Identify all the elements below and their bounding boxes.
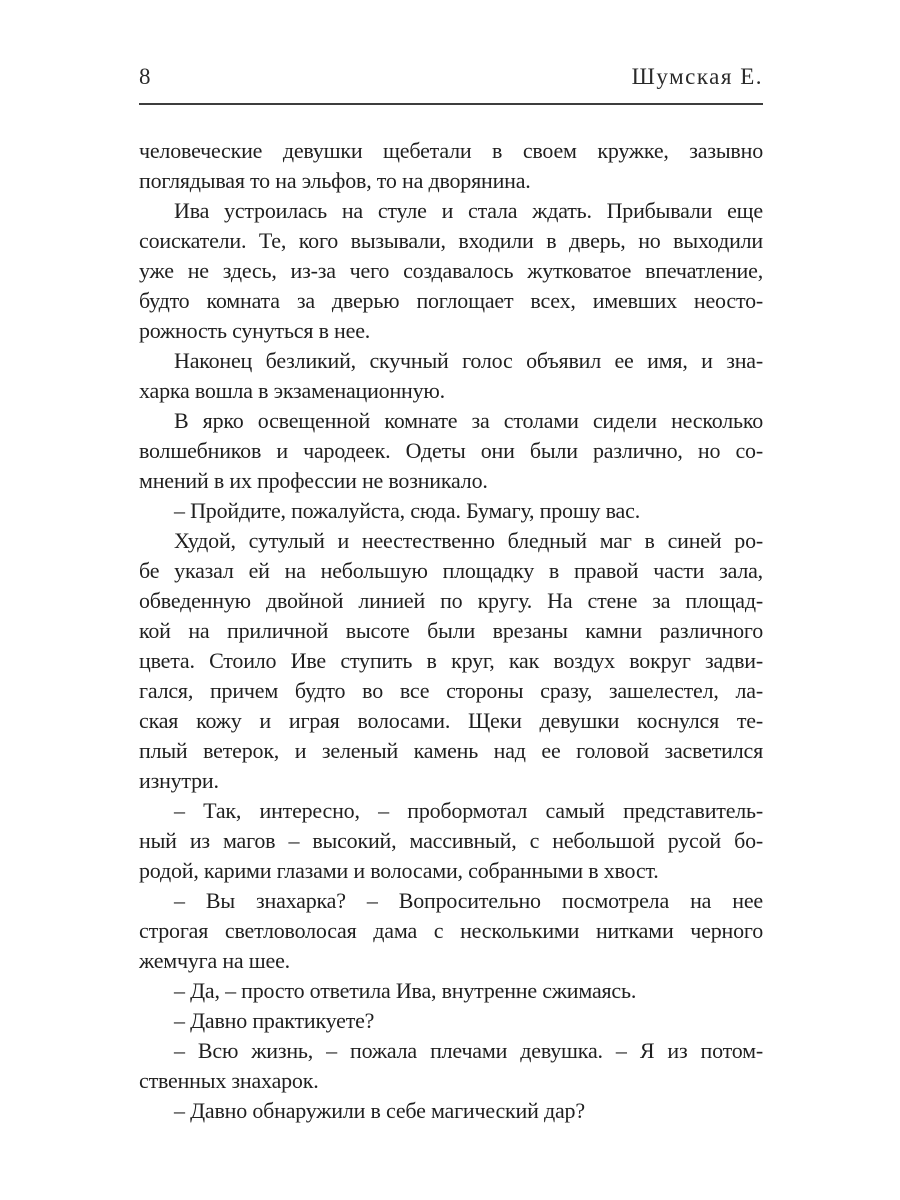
- paragraph: [139, 196, 763, 346]
- paragraph: [139, 1096, 763, 1126]
- text-line: бе указал ей на небольшую площадку в правой части зала,: [139, 558, 763, 583]
- text-line: ская кожу и играя волосами. Щеки девушки коснулся те-: [139, 708, 763, 733]
- paragraph: [139, 346, 763, 406]
- text-line: гался, причем будто во все стороны сразу, зашелестел, ла-: [139, 678, 763, 703]
- text-line: Худой, сутулый и неестественно бледный маг в синей ро-: [174, 528, 763, 553]
- text-line: поглядывая то на эльфов, то на дворянина.: [139, 168, 531, 193]
- text-column: [139, 136, 763, 1126]
- text-line: – Так, интересно, – пробормотал самый представитель-: [174, 798, 763, 823]
- text-line: рожность сунуться в нее.: [139, 318, 371, 343]
- text-line: цвета. Стоило Иве ступить в круг, как воздух вокруг задви-: [139, 648, 763, 673]
- paragraph: [139, 406, 763, 496]
- running-head-author: Шумская Е.: [631, 64, 763, 89]
- text-line: ный из магов – высокий, массивный, с небольшой русой бо-: [139, 828, 763, 853]
- text-line: жемчуга на шее.: [139, 948, 290, 973]
- text-line: строгая светловолосая дама с несколькими нитками черного: [139, 918, 763, 943]
- text-line: человеческие девушки щебетали в своем кружке, зазывно: [139, 138, 763, 163]
- page-number: 8: [139, 64, 151, 89]
- text-line: харка вошла в экзаменационную.: [139, 378, 445, 403]
- paragraph: [139, 976, 763, 1006]
- text-line: ственных знахарок.: [139, 1068, 319, 1093]
- paragraph: [139, 1006, 763, 1036]
- text-line: – Вы знахарка? – Вопросительно посмотрела на нее: [174, 888, 763, 913]
- paragraph: [139, 496, 763, 526]
- text-line: Наконец безликий, скучный голос объявил ее имя, и зна-: [174, 348, 763, 373]
- text-line: – Пройдите, пожалуйста, сюда. Бумагу, прошу вас.: [174, 498, 640, 523]
- text-line: будто комната за дверью поглощает всех, имевших неосто-: [139, 288, 763, 313]
- text-line: волшебников и чародеек. Одеты они были различно, но со-: [139, 438, 763, 463]
- text-line: – Давно обнаружили в себе магический дар?: [174, 1098, 585, 1123]
- paragraph: [139, 136, 763, 196]
- text-line: В ярко освещенной комнате за столами сидели несколько: [174, 408, 763, 433]
- text-line: соискатели. Те, кого вызывали, входили в дверь, но выходили: [139, 228, 763, 253]
- text-line: Ива устроилась на стуле и стала ждать. Прибывали еще: [174, 198, 763, 223]
- text-line: – Да, – просто ответила Ива, внутренне сжимаясь.: [174, 978, 637, 1003]
- text-line: уже не здесь, из-за чего создавалось жутковатое впечатление,: [139, 258, 763, 283]
- text-line: обведенную двойной линией по кругу. На стене за площад-: [139, 588, 763, 613]
- text-line: – Давно практикуете?: [174, 1008, 375, 1033]
- running-head: [139, 63, 763, 91]
- header-rule: [139, 103, 763, 105]
- paragraph: [139, 886, 763, 976]
- paragraph: [139, 796, 763, 886]
- text-line: – Всю жизнь, – пожала плечами девушка. – Я из потом-: [174, 1038, 763, 1063]
- text-line: плый ветерок, и зеленый камень над ее головой засветился: [139, 738, 763, 763]
- text-line: родой, карими глазами и волосами, собранными в хвост.: [139, 858, 659, 883]
- text-line: кой на приличной высоте были врезаны камни различного: [139, 618, 763, 643]
- paragraph: [139, 1036, 763, 1096]
- text-line: изнутри.: [139, 768, 219, 793]
- text-line: мнений в их профессии не возникало.: [139, 468, 488, 493]
- paragraph: [139, 526, 763, 796]
